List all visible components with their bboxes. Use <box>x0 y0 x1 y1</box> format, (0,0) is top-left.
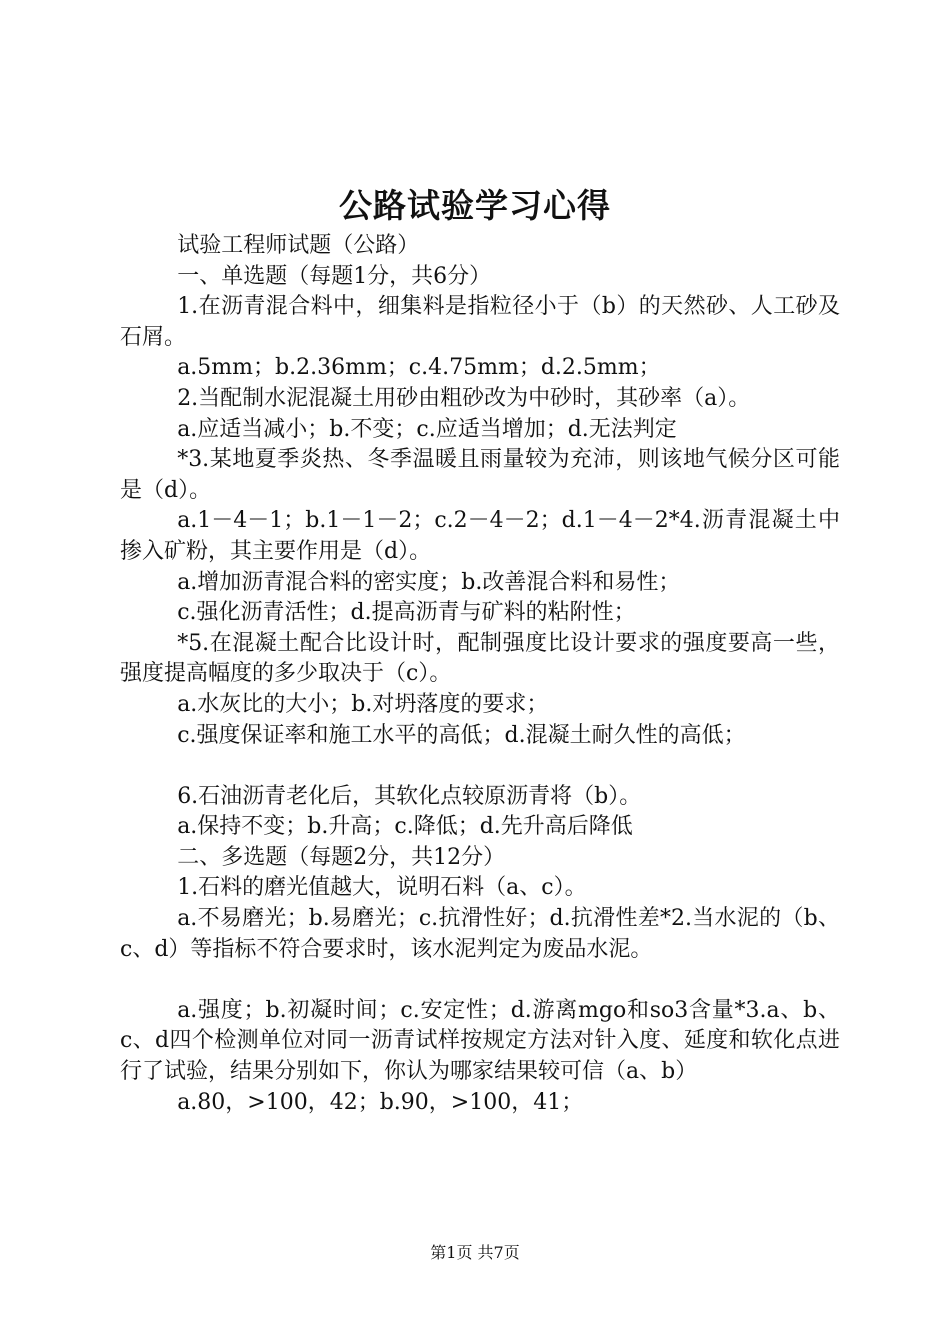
paragraph: a.强度；b.初凝时间；c.安定性；d.游离mgo和so3含量*3.a、b、c、d四个检测单位对同一沥青试样按规定方法对针入度、延度和软化点进行了试验，结果分别如下，你认为哪家结果较可信（a、b） <box>120 997 840 1085</box>
blank-line <box>120 965 840 996</box>
paragraph: 1.在沥青混合料中，细集料是指粒径小于（b）的天然砂、人工砂及石屑。 <box>120 294 840 350</box>
document-title: 公路试验学习心得 <box>339 186 611 225</box>
paragraph: 试验工程师试题（公路） <box>177 233 420 258</box>
paragraph: a.1－4－1；b.1－1－2；c.2－4－2；d.1－4－2*4.沥青混凝土中掺入矿粉，其主要作用是（d）。 <box>120 508 840 564</box>
paragraph: *3.某地夏季炎热、冬季温暖且雨量较为充沛，则该地气候分区可能是（d）。 <box>120 447 840 503</box>
page-footer: 第1页 共7页 <box>430 1243 520 1262</box>
paragraph: 2.当配制水泥混凝土用砂由粗砂改为中砂时，其砂率（a）。 <box>177 385 751 411</box>
paragraph: *5.在混凝土配合比设计时，配制强度比设计要求的强度要高一些，强度提高幅度的多少取决于（c）。 <box>120 630 840 687</box>
paragraph: a.不易磨光；b.易磨光；c.抗滑性好；d.抗滑性差*2.当水泥的（b、c、d）等指标不符合要求时，该水泥判定为废品水泥。 <box>120 906 840 962</box>
paragraph: c.强度保证率和施工水平的高低；d.混凝土耐久性的高低； <box>177 722 746 748</box>
paragraph: 二、多选题（每题2分，共12分） <box>177 844 506 870</box>
paragraph: 1.石料的磨光值越大，说明石料（a、c）。 <box>177 875 587 901</box>
document-body <box>120 231 840 1118</box>
paragraph: c.强化沥青活性；d.提高沥青与矿料的粘附性； <box>177 600 636 626</box>
paragraph: a.应适当减小；b.不变；c.应适当增加；d.无法判定 <box>177 416 677 442</box>
paragraph: 一、单选题（每题1分，共6分） <box>177 263 492 289</box>
paragraph: a.80，>100，42；b.90，>100，41； <box>177 1089 584 1115</box>
paragraph: a.增加沥青混合料的密实度；b.改善混合料和易性； <box>177 569 681 595</box>
paragraph: a.5mm；b.2.36mm；c.4.75mm；d.2.5mm； <box>177 355 661 381</box>
paragraph: a.保持不变；b.升高；c.降低；d.先升高后降低 <box>177 814 633 840</box>
paragraph: a.水灰比的大小；b.对坍落度的要求； <box>177 691 549 717</box>
blank-line <box>120 751 840 782</box>
paragraph: 6.石油沥青老化后，其软化点较原沥青将（b）。 <box>177 783 642 809</box>
